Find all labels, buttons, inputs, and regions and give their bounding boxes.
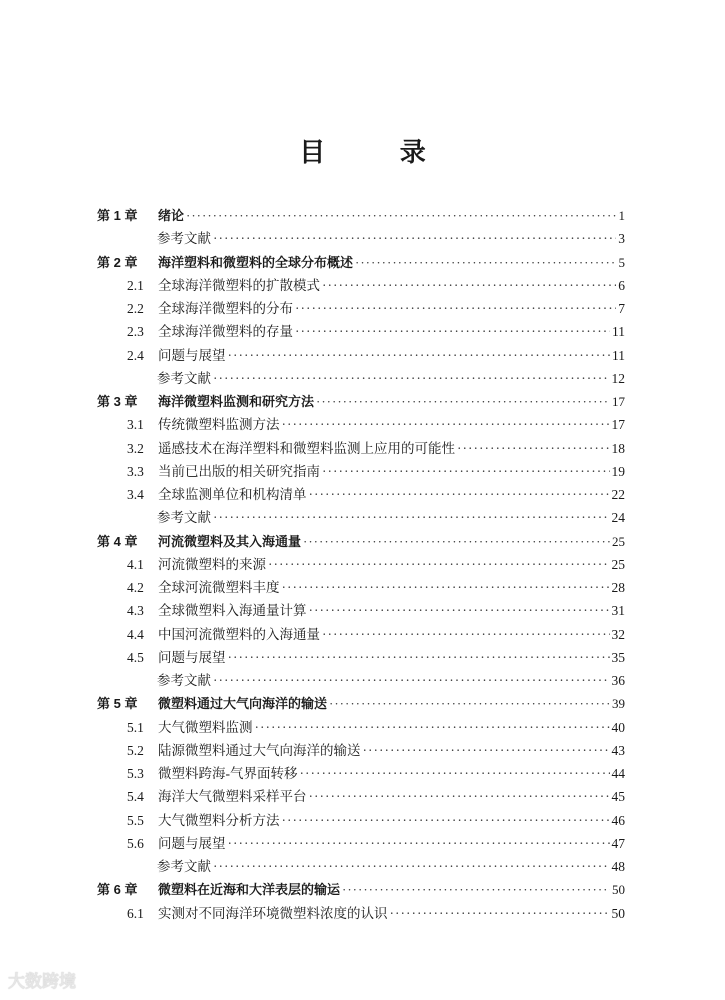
entry-number: 3.1 <box>127 417 144 433</box>
entry-number: 第 4 章 <box>97 533 138 549</box>
dot-leader <box>309 785 610 808</box>
dot-leader <box>322 623 610 646</box>
dot-leader <box>457 437 610 460</box>
entry-title: 中国河流微塑料的入海通量 <box>158 626 320 642</box>
dot-leader <box>228 832 610 855</box>
dot-leader <box>295 320 610 343</box>
entry-number: 5.6 <box>127 835 144 851</box>
toc-entry-section[interactable] <box>97 623 625 646</box>
toc-entry-section[interactable] <box>97 297 625 320</box>
entry-title: 微塑料跨海-气界面转移 <box>158 766 298 781</box>
toc-entry-chapter[interactable] <box>97 692 625 715</box>
page-number: 39 <box>612 696 625 712</box>
entry-number: 第 1 章 <box>97 208 138 223</box>
toc-entry-section[interactable] <box>97 320 625 343</box>
entry-title: 大气微塑料监测 <box>158 719 253 735</box>
page-number: 50 <box>611 905 625 921</box>
entry-title: 问题与展望 <box>158 649 226 665</box>
page-number: 31 <box>611 603 625 619</box>
entry-title: 遥感技术在海洋塑料和微塑料监测上应用的可能性 <box>158 440 455 456</box>
dot-leader <box>228 344 611 367</box>
entry-title: 全球海洋微塑料的存量 <box>158 324 293 340</box>
entry-number: 4.2 <box>127 580 144 595</box>
toc-entry-section[interactable] <box>97 809 625 832</box>
toc-entry-ref[interactable] <box>127 506 625 529</box>
dot-leader <box>322 460 610 483</box>
entry-title: 大气微塑料分析方法 <box>158 812 280 828</box>
entry-number: 2.4 <box>127 347 144 363</box>
entry-title: 参考文献 <box>157 370 211 386</box>
toc-entry-chapter[interactable] <box>97 878 625 901</box>
entry-title: 陆源微塑料通过大气向海洋的输送 <box>158 742 361 758</box>
page-number: 46 <box>611 812 625 828</box>
dot-leader <box>303 530 610 553</box>
entry-number: 3.3 <box>127 463 144 479</box>
toc-entry-section[interactable] <box>97 576 625 599</box>
dot-leader <box>213 669 610 692</box>
entry-number: 4.5 <box>127 649 144 665</box>
page-number: 40 <box>611 719 625 735</box>
toc-entry-section[interactable] <box>97 344 625 367</box>
entry-title: 传统微塑料监测方法 <box>158 417 280 433</box>
toc-entry-ref[interactable] <box>127 855 625 878</box>
watermark-logo: 大数跨境 <box>8 972 76 992</box>
entry-title: 当前已出版的相关研究指南 <box>158 463 320 479</box>
dot-leader <box>322 274 616 297</box>
page-number: 50 <box>612 882 625 898</box>
dot-leader <box>363 739 610 762</box>
entry-number: 5.5 <box>127 812 144 828</box>
entry-title: 全球海洋微塑料的分布 <box>158 301 293 316</box>
page-number: 48 <box>611 859 625 874</box>
entry-title: 全球监测单位和机构清单 <box>158 487 307 502</box>
entry-title: 实测对不同海洋环境微塑料浓度的认识 <box>158 905 388 921</box>
toc-entry-section[interactable] <box>97 716 625 739</box>
table-of-contents <box>97 204 625 925</box>
entry-title: 河流微塑料的来源 <box>158 556 266 572</box>
entry-number: 第 6 章 <box>97 882 138 898</box>
entry-title: 微塑料在近海和大洋表层的输运 <box>158 882 341 898</box>
toc-entry-section[interactable] <box>97 460 625 483</box>
entry-title: 全球河流微塑料丰度 <box>158 580 280 595</box>
page-number: 11 <box>612 347 625 363</box>
dot-leader <box>255 716 610 739</box>
entry-title: 问题与展望 <box>158 835 226 851</box>
page-number: 1 <box>618 208 625 223</box>
page-number: 47 <box>611 835 625 851</box>
toc-entry-section[interactable] <box>97 599 625 622</box>
entry-number: 5.1 <box>127 719 144 735</box>
dot-leader <box>309 599 610 622</box>
entry-title: 绪论 <box>158 208 185 223</box>
toc-entry-section[interactable] <box>97 483 625 506</box>
dot-leader <box>390 902 610 925</box>
entry-title: 参考文献 <box>157 510 211 526</box>
toc-entry-section[interactable] <box>97 553 625 576</box>
page-number: 17 <box>612 394 625 409</box>
toc-entry-ref[interactable] <box>127 669 625 692</box>
toc-entry-section[interactable] <box>97 832 625 855</box>
entry-number: 2.1 <box>127 277 144 293</box>
page-number: 44 <box>611 766 625 781</box>
dot-leader <box>300 762 610 785</box>
dot-leader <box>355 251 616 274</box>
entry-number: 第 2 章 <box>97 254 138 270</box>
page-number: 45 <box>611 789 625 805</box>
entry-number: 第 5 章 <box>97 696 138 712</box>
page-number: 28 <box>611 580 625 595</box>
page-number: 7 <box>618 301 625 316</box>
dot-leader <box>316 390 610 413</box>
entry-number: 4.3 <box>127 603 144 619</box>
entry-number: 5.2 <box>127 742 144 758</box>
dot-leader <box>309 483 610 506</box>
entry-number: 4.4 <box>127 626 144 642</box>
dot-leader <box>268 553 610 576</box>
entry-title: 参考文献 <box>157 231 211 247</box>
entry-title: 问题与展望 <box>158 347 226 363</box>
toc-entry-section[interactable] <box>97 413 625 436</box>
toc-entry-section[interactable] <box>97 437 625 460</box>
dot-leader <box>329 692 610 715</box>
toc-entry-chapter[interactable] <box>97 530 625 553</box>
page-number: 22 <box>611 487 625 502</box>
entry-number: 2.3 <box>127 324 144 340</box>
dot-leader <box>213 506 610 529</box>
dot-leader <box>282 413 610 436</box>
page-number: 5 <box>618 254 625 270</box>
toc-entry-section[interactable] <box>97 646 625 669</box>
toc-entry-chapter[interactable] <box>97 251 625 274</box>
dot-leader <box>295 297 616 320</box>
toc-entry-section[interactable] <box>97 762 625 785</box>
dot-leader <box>213 367 610 390</box>
entry-number: 5.3 <box>127 766 144 781</box>
entry-title: 海洋微塑料监测和研究方法 <box>158 394 315 409</box>
toc-entry-chapter[interactable] <box>97 204 625 227</box>
entry-number: 6.1 <box>127 905 144 921</box>
page-number: 3 <box>618 231 625 247</box>
toc-entry-section[interactable] <box>97 739 625 762</box>
dot-leader <box>213 227 616 250</box>
page-number: 12 <box>611 370 625 386</box>
toc-entry-section[interactable] <box>97 902 625 925</box>
page-number: 35 <box>611 649 625 665</box>
page-number: 43 <box>611 742 625 758</box>
entry-title: 微塑料通过大气向海洋的输送 <box>158 696 328 712</box>
entry-title: 河流微塑料及其入海通量 <box>158 533 302 549</box>
toc-entry-ref[interactable] <box>127 227 625 250</box>
page-number: 24 <box>611 510 625 526</box>
entry-number: 2.2 <box>127 301 144 316</box>
entry-title: 参考文献 <box>157 673 211 688</box>
dot-leader <box>186 204 616 227</box>
entry-number: 3.4 <box>127 487 144 502</box>
dot-leader <box>282 809 610 832</box>
page-number: 25 <box>612 533 625 549</box>
dot-leader <box>228 646 610 669</box>
entry-number: 4.1 <box>127 556 144 572</box>
toc-entry-section[interactable] <box>97 274 625 297</box>
dot-leader <box>342 878 610 901</box>
page-number: 11 <box>612 324 625 340</box>
toc-entry-chapter[interactable] <box>97 390 625 413</box>
toc-entry-section[interactable] <box>97 785 625 808</box>
toc-entry-ref[interactable] <box>127 367 625 390</box>
page-number: 6 <box>618 277 625 293</box>
page-number: 25 <box>611 556 625 572</box>
dot-leader <box>282 576 610 599</box>
entry-title: 海洋塑料和微塑料的全球分布概述 <box>158 254 354 270</box>
entry-number: 5.4 <box>127 789 144 805</box>
entry-title: 海洋大气微塑料采样平台 <box>158 789 307 805</box>
entry-title: 全球海洋微塑料的扩散模式 <box>158 277 320 293</box>
page-number: 19 <box>611 463 625 479</box>
page-number: 18 <box>611 440 625 456</box>
page-number: 32 <box>611 626 625 642</box>
entry-title: 全球微塑料入海通量计算 <box>158 603 307 619</box>
dot-leader <box>213 855 610 878</box>
toc-title: 目 录 <box>299 138 460 167</box>
entry-title: 参考文献 <box>157 859 211 874</box>
entry-number: 第 3 章 <box>97 394 138 409</box>
page-number: 17 <box>611 417 625 433</box>
entry-number: 3.2 <box>127 440 144 456</box>
page-number: 36 <box>611 673 625 688</box>
